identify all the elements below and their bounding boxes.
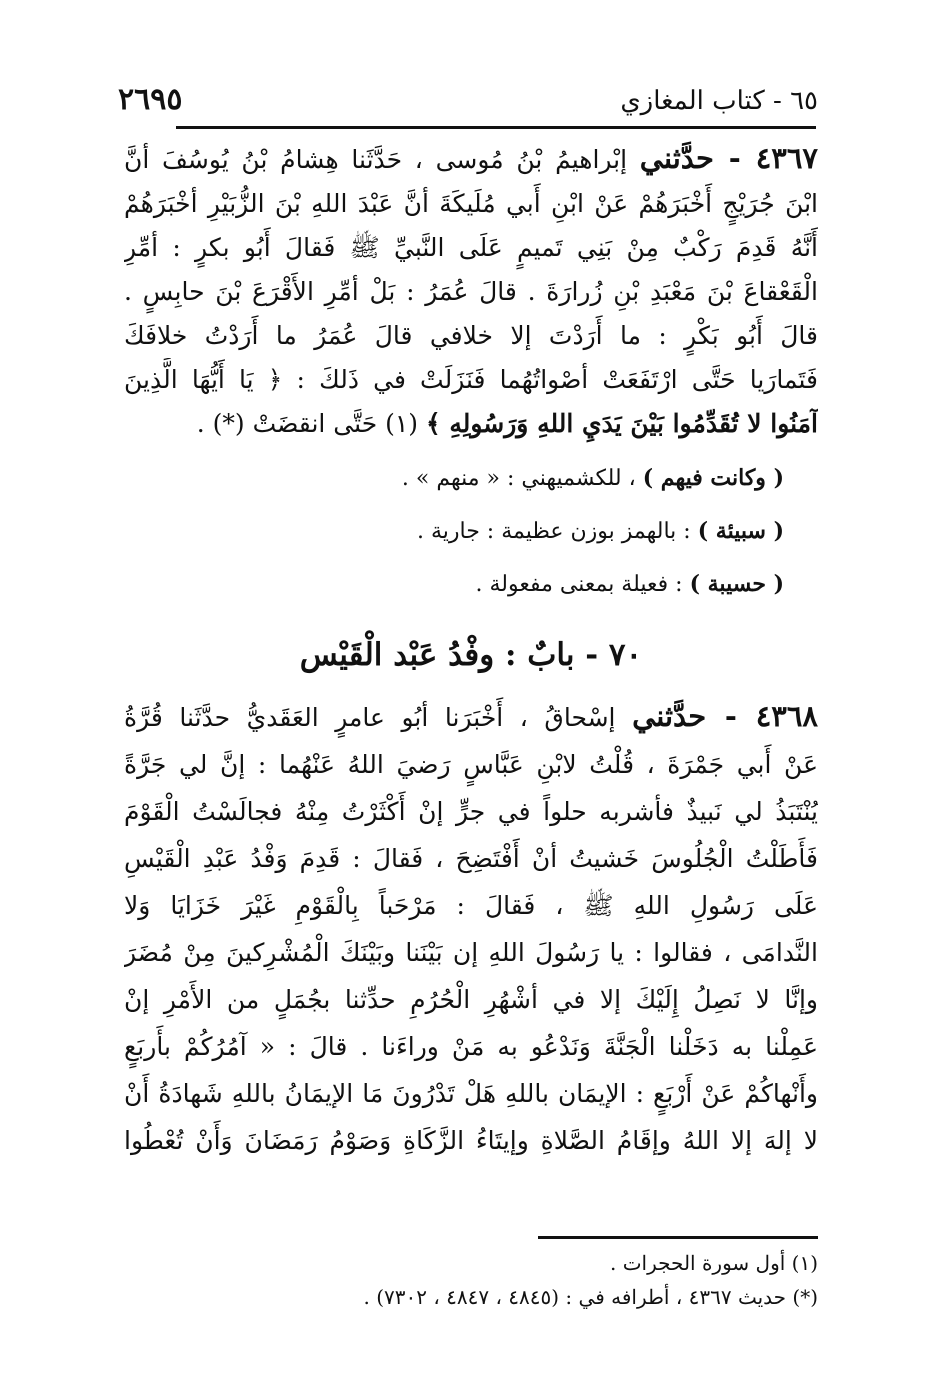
line-text: عَنْ أَبي جَمْرَةَ ، قُلْتُ لابْنِ عَبَّاسٍ رَضيَ اللهُ عَنْهُما : إنَّ لي جَرَّةً [124,750,818,779]
glossary-item [124,505,784,558]
line-text: عَمِلْنا به دَخَلْنا الْجَنَّةَ وَنَدْعُو به مَنْ وراءَنا . قالَ : « آمُرُكُمْ بأَربَعٍ [124,1032,818,1061]
chapter-title: ٧٠ - بابٌ : وفْدُ عَبْد الْقَيْس [299,637,643,673]
text-line [124,835,818,882]
glossary-term: ( وكانت فيهم ) [642,465,784,491]
line-text: عَلَى رَسُولِ اللهِ ﷺ ، فَقالَ : مَرْحَباً بِالْقَوْمِ غَيْرَ خَزَايَا وَلا [124,891,818,920]
text-line [124,402,818,446]
running-title: ٦٥ - كتاب المغازي [620,86,818,116]
glossary-item [124,558,784,611]
line-text: قالَ أَبُو بَكْرٍ : ما أَرَدْتَ إلا خلافي قالَ عُمَرُ ما أَرَدْتُ خلافَكَ [124,321,818,350]
text-line [124,314,818,358]
line-text: وإنَّا لا نَصِلُ إِلَيْكَ إلا في أشْهُرِ الْحُرُمِ حدِّثنا بجُمَلٍ من الأَمْرِ إنْ [124,985,818,1014]
text-line [124,1023,818,1070]
text-line [124,741,818,788]
glossary-definition: : فعيلة بمعنى مفعولة . [475,572,690,597]
text-line [124,929,818,976]
line-text: إبْراهيمُ بْنُ مُوسى ، حَدَّثَنا هِشامُ بْنُ يُوسُفَ أنَّ [124,145,640,174]
text-line [124,1117,818,1164]
line-text: فَتَمارَيا حَتَّى ارْتَفَعَتْ أصْواتُهُما فَنَزَلَتْ في ذَلكَ : ﴿ يَا أَيُّهَا الَّذِينَ [124,365,818,394]
glossary-definition: ، للكشميهني : « منهم » . [401,466,643,491]
text-line [124,693,818,741]
footnotes [200,1246,818,1314]
glossary-notes [124,452,818,611]
line-text: وأَنْهاكُمْ عَنْ أَرْبَعٍ : الإيمَان باللهِ هَلْ تَدْرُونَ مَا الإيمَانُ باللهِ شَهادَةُ أَنْ [124,1079,818,1108]
text-line [124,226,818,270]
hadith-heading: ٤٣٦٧ - حدَّثني [639,141,818,175]
text-line [124,270,818,314]
line-text: الْقَعْقاعَ بْنَ مَعْبَدِ بْنِ زُرارَةَ . قالَ عُمَرُ : بَلْ أمِّرِ الأَقْرَعَ بْنَ حابِسٍ . [124,277,818,306]
hadith-heading: ٤٣٦٨ - حدَّثني [632,699,818,733]
footnote-1: (١) أول سورة الحجرات . [609,1251,818,1275]
line-text: النَّدامَى ، فقالوا : يا رَسُولَ اللهِ إن بَيْنَنا وبَيْنَكَ الْمُشْرِكينَ مِنْ مُضَرَ [124,938,818,967]
glossary-term: ( حسيبة ) [689,571,784,597]
line-text: فَأَطَلْتُ الْجُلُوسَ خَشيتُ أنْ أَفْتَضِحَ ، فَقالَ : قَدِمَ وَفْدُ عَبْدِ الْقَيْسِ [124,844,818,873]
header-rule [176,126,816,129]
line-text: (١) حَتَّى انقضَتْ (*) . [196,409,426,438]
hadith-4367 [124,136,818,446]
main-text [124,136,818,1164]
text-line [124,358,818,402]
line-text: لا إلهَ إلا اللهُ وإقَامُ الصَّلاةِ وإيتَاءُ الزَّكَاةِ وَصَوْمُ رَمَضَانَ وَأَنْ تُعْطُوا [124,1126,818,1155]
text-line [124,882,818,929]
page-header [118,82,818,122]
quran-quote: آمَنُوا لا تُقَدِّمُوا بَيْنَ يَدَيِ اللهِ وَرَسُولِهِ ﴾ [425,409,818,438]
glossary-item [124,452,784,505]
glossary-definition: : بالهمز بوزن عظيمة : جارية . [416,519,698,544]
text-line [124,788,818,835]
page-number: ٢٦٩٥ [118,82,183,117]
line-text: ابْنَ جُرَيْجٍ أَخْبَرَهُمْ عَنْ ابْنِ أَبي مُلَيكَةَ أنَّ عَبْدَ اللهِ بْنَ الزُّبَيْرِ أخْبَرَهُمْ [124,189,818,218]
hadith-4368 [124,693,818,1164]
line-text: إسْحاقُ ، أَخْبَرَنا أبُو عامرٍ العَقَديُّ حدَّثَنا قُرَّةُ [124,703,633,732]
text-line [124,1070,818,1117]
footnote-star: (*) حديث ٤٣٦٧ ، أطرافه في : (٤٨٤٥ ، ٤٨٤٧ ، ٧٣٠٢) . [363,1285,818,1309]
glossary-term: ( سبيئة ) [697,518,784,544]
text-line [124,182,818,226]
line-text: أَنَّهُ قَدِمَ رَكْبٌ مِنْ بَنِي تَميمٍ عَلَى النَّبيِّ ﷺ فَقالَ أَبُو بكرٍ : أمِّرِ [124,233,818,262]
line-text: يُنْتَبَذُ لي نَبيذٌ فأشربه حلواً في جرٍّ إنْ أَكْثَرْتُ مِنْهُ فجالَسْتُ الْقَوْمَ [124,797,818,826]
text-line [124,976,818,1023]
text-line [124,136,818,182]
footnote-rule [538,1236,818,1239]
